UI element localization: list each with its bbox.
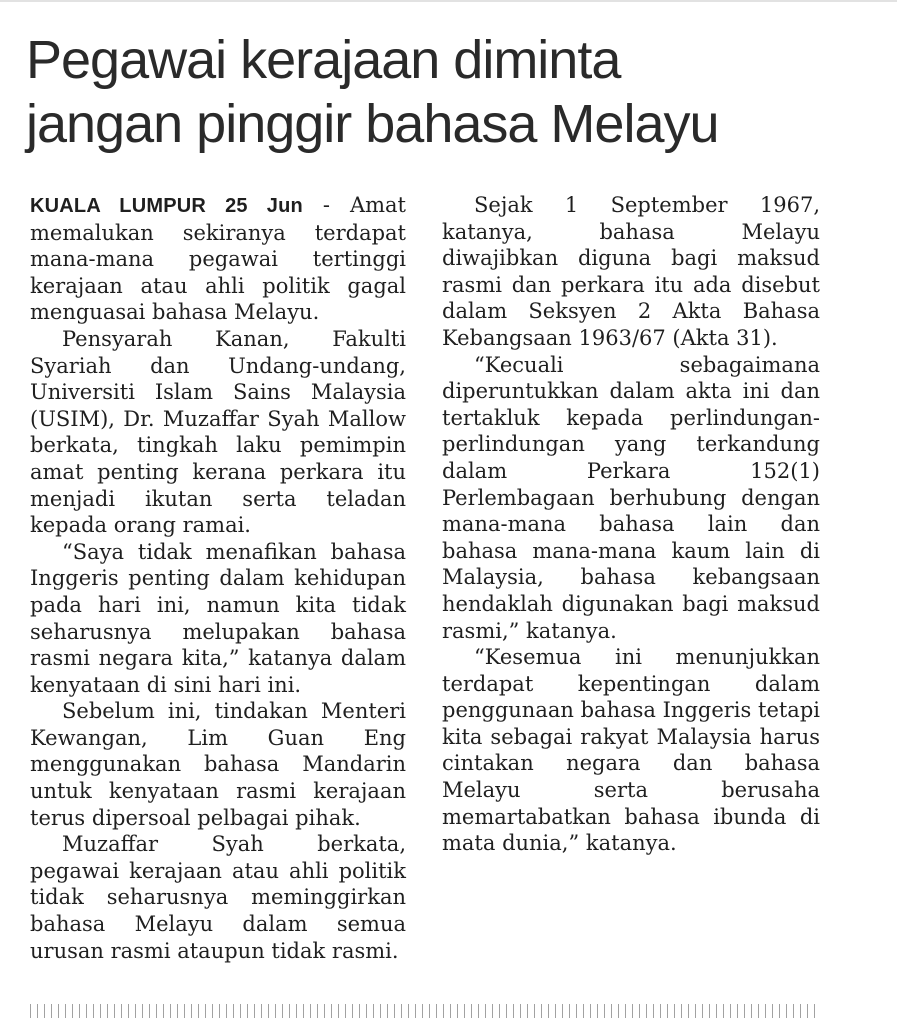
article-paragraph: “Kecuali sebagaimana diperuntukkan dalam akta ini dan tertakluk kepada perlindungan-perlindungan yang terkandung dalam Perkara 152(1) Perlembagaan berhubung dengan mana-mana bahasa lain dan bahasa mana-mana kaum lain di Malaysia, bahasa kebangsaan hendaklah digunakan bagi maksud rasmi,” katanya. — [442, 352, 820, 643]
article-column-right — [442, 192, 820, 857]
article-paragraph: “Kesemua ini menunjukkan terdapat kepentingan dalam penggunaan bahasa Inggeris tetapi kita sebagai rakyat Malaysia harus cintakan negara dan bahasa Melayu serta berusaha memartabatkan bahasa ibunda di mata dunia,” katanya. — [442, 645, 820, 856]
headline — [26, 28, 806, 156]
headline-line-2: jangan pinggir bahasa Melayu — [26, 94, 719, 154]
article-paragraph — [30, 192, 406, 326]
article-paragraph: Pensyarah Kanan, Fakulti Syariah dan Undang-undang, Universiti Islam Sains Malaysia (USIM), Dr. Muzaffar Syah Mallow berkata, tingkah laku pemimpin amat penting kerana perkara itu menjadi ikutan serta teladan kepada orang ramai. — [30, 326, 406, 538]
scan-edge-marks — [30, 1004, 820, 1018]
article-paragraph: “Saya tidak menafikan bahasa Inggeris penting dalam kehidupan pada hari ini, namun kita tidak seharusnya melupakan bahasa rasmi negara kita,” katanya dalam kenyataan di sini hari ini. — [30, 539, 406, 697]
article-column-left — [30, 192, 406, 964]
headline-line-1: Pegawai kerajaan diminta — [26, 30, 621, 90]
dateline: KUALA LUMPUR 25 Jun — [30, 195, 303, 217]
article-paragraph: Muzaffar Syah berkata, pegawai kerajaan atau ahli politik tidak seharusnya meminggirkan bahasa Melayu dalam semua urusan rasmi ataupun tidak rasmi. — [30, 832, 406, 963]
article-paragraph: Sebelum ini, tindakan Menteri Kewangan, Lim Guan Eng menggunakan bahasa Mandarin untuk kenyataan rasmi kerajaan terus dipersoal pelbagai pihak. — [30, 699, 406, 830]
article-paragraph: Sejak 1 September 1967, katanya, bahasa Melayu diwajibkan diguna bagi maksud rasmi dan perkara itu ada disebut dalam Seksyen 2 Akta Bahasa Kebangsaan 1963/67 (Akta 31). — [442, 193, 820, 350]
lead-text: - Amat memalukan sekiranya terdapat mana-mana pegawai tertinggi kerajaan atau ahli politik gagal menguasai bahasa Melayu. — [30, 193, 406, 325]
top-rule — [0, 0, 897, 2]
